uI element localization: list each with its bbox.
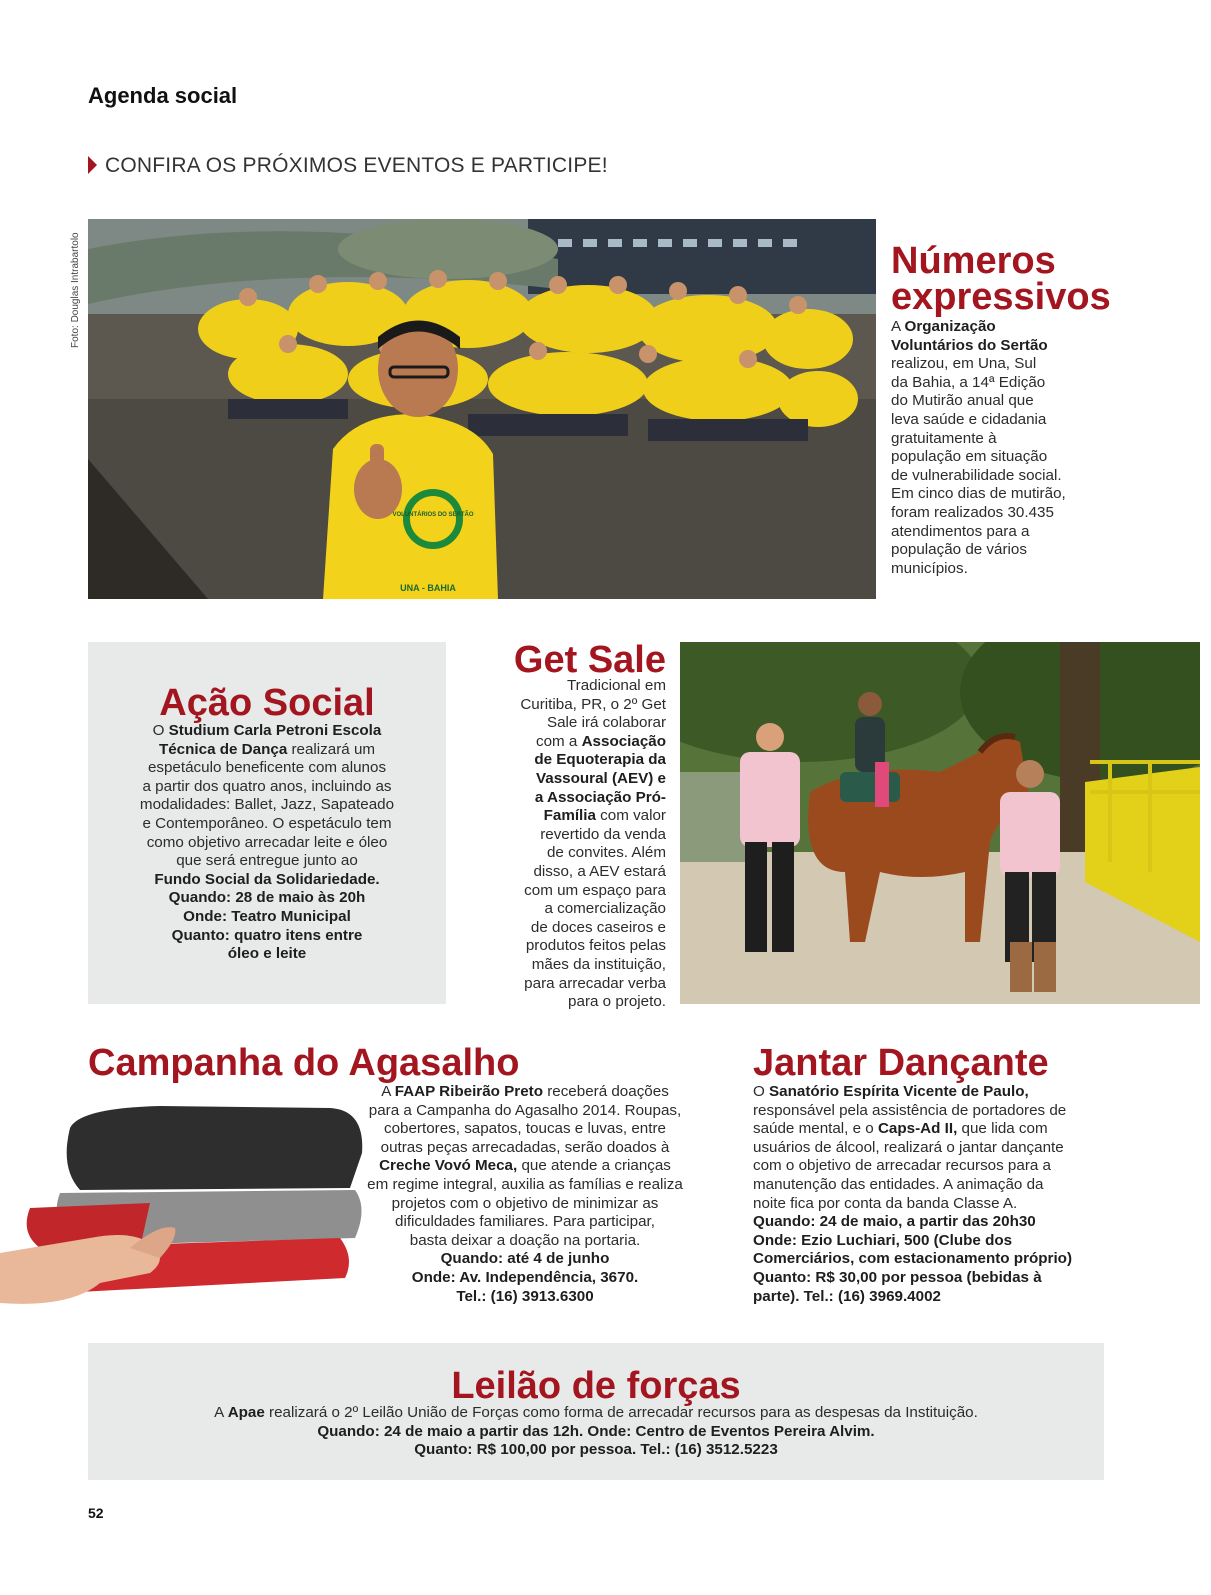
shirt-logo-text: VOLUNTÁRIOS DO SERTÃO (392, 512, 474, 518)
arrow-right-icon (88, 156, 97, 174)
volunteers-group-photo (88, 219, 876, 599)
get-sale-title: Get Sale (513, 639, 666, 681)
volunteers-photo-illustration (88, 219, 876, 599)
campanha-agasalho-body: A FAAP Ribeirão Preto receberá doações para a Campanha do Agasalho 2014. Roupas, cobertores, sapatos, toucas e luvas, entre outras peças arrecadadas, serão doados à Creche Vovó Meca, que atende a crianças em regime integral, auxilia as famílias e realiza projetos com o objetivo de minimizar as dificuldades familiares. Para participar, basta deixar a doação na portaria. Quando: até 4 de junho Onde: Av. Independência, 3670. Tel.: (16) 3913.6300 (367, 1083, 683, 1305)
acao-social-body: O Studium Carla Petroni Escola Técnica de Dança realizará um espetáculo beneficente com alunos a partir dos quatro anos, incluindo as modalidades: Ballet, Jazz, Sapateado e Contemporâneo. O espetáculo tem como objetivo arrecadar leite e óleo que será entregue junto ao Fundo Social da Solidariedade. Quando: 28 de maio às 20h Onde: Teatro Municipal Quanto: quatro itens entre óleo e leite (139, 722, 395, 963)
jantar-dancante-title: Jantar Dançante (753, 1042, 1049, 1084)
get-sale-body: Tradicional em Curitiba, PR, o 2º Get Sale irá colaborar com a Associação de Equoterapia da Vassoural (AEV) e a Associação Pró- Família com valor revertido da venda de convites. Além disso, a AEV estará com um espaço para a comercialização de doces caseiros e produtos feitos pelas mães da instituição, para arrecadar verba para o projeto. (520, 677, 666, 1011)
shirt-bottom-text: UNA - BAHIA (400, 583, 456, 593)
horse-photo-illustration (680, 642, 1200, 1004)
numeros-title: Números expressivos (891, 240, 1111, 318)
campanha-agasalho-title: Campanha do Agasalho (88, 1042, 520, 1084)
jantar-dancante-body: O Sanatório Espírita Vicente de Paulo, responsável pela assistência de portadores de saúde mental, e o Caps-Ad II, que lida com usuários de álcool, realizará o jantar dançante com o objetivo de arrecadar recursos para a manutenção das entidades. A animação da noite fica por conta da banda Classe A. Quando: 24 de maio, a partir das 20h30 Onde: Ezio Luchiari, 500 (Clube dos Comerciários, com estacionamento próprio) Quanto: R$ 30,00 por pessoa (bebidas à parte). Tel.: (16) 3969.4002 (753, 1083, 1073, 1305)
page-number: 52 (88, 1505, 104, 1521)
numeros-body: A Organização Voluntários do Sertão realizou, em Una, Sul da Bahia, a 14ª Edição do Mutirão anual que leva saúde e cidadania gratuitamente à população em situação de vulnerabilidade social. Em cinco dias de mutirão, foram realizados 30.435 atendimentos para a população de vários municípios. (891, 318, 1066, 577)
subhead (88, 154, 608, 178)
clothes-illustration (0, 1098, 365, 1310)
equotherapy-horse-photo (680, 642, 1200, 1004)
photo-credit: Foto: Douglas Intrabartolo (70, 232, 81, 348)
leilao-title: Leilão de forças (451, 1365, 741, 1407)
folded-clothes-image (0, 1098, 365, 1310)
leilao-body: A Apae realizará o 2º Leilão União de Forças como forma de arrecadar recursos para as despesas da Instituição. Quando: 24 de maio a partir das 12h. Onde: Centro de Eventos Pereira Alvim. Quanto: R$ 100,00 por pessoa. Tel.: (16) 3512.5223 (214, 1404, 978, 1459)
acao-social-title: Ação Social (159, 682, 375, 724)
subhead-text: CONFIRA OS PRÓXIMOS EVENTOS E PARTICIPE! (105, 154, 608, 177)
section-title: Agenda social (88, 83, 238, 108)
